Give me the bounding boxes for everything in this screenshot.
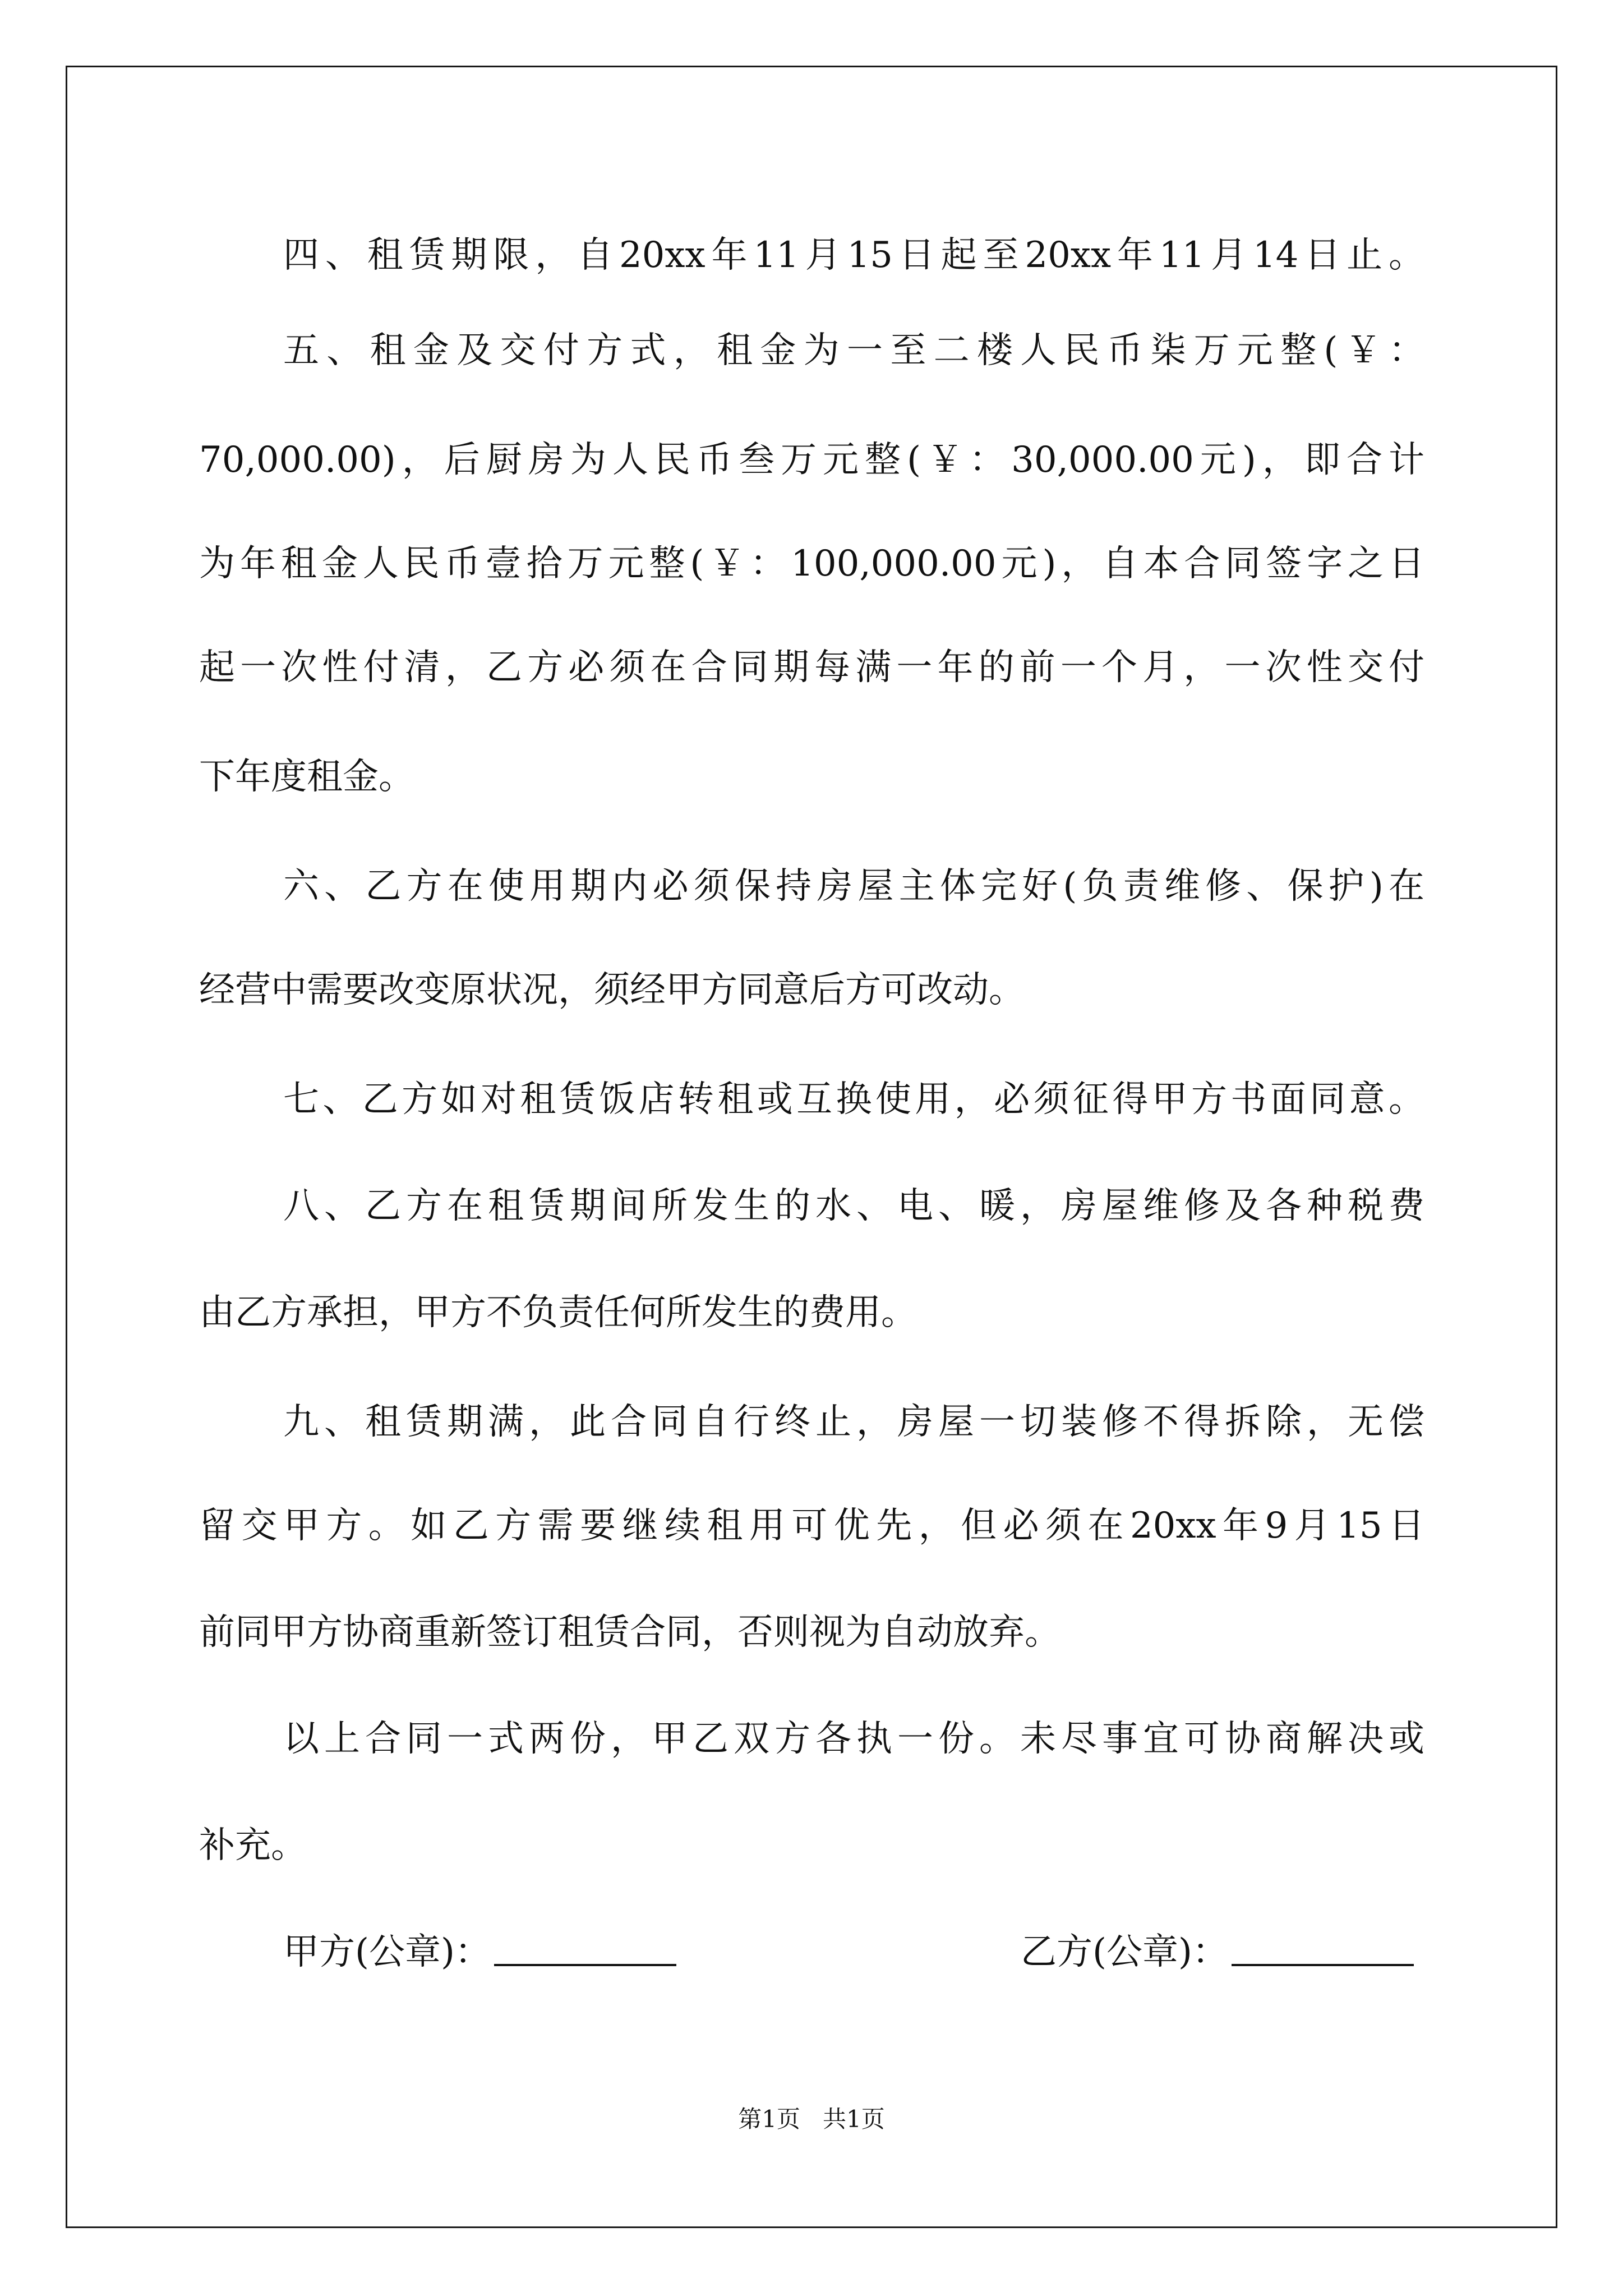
party-a-signature-line[interactable] bbox=[494, 1927, 676, 1966]
party-a-label: 甲方(公章)： bbox=[283, 1931, 491, 1973]
party-b-signature-line[interactable] bbox=[1232, 1927, 1414, 1966]
closing-line-1: 以上合同一式两份，甲乙双方各执一份。未尽事宜可协商解决或 bbox=[283, 1718, 1424, 1760]
page-frame bbox=[66, 66, 1557, 2228]
clause-8-line-1: 八、乙方在租赁期间所发生的水、电、暖，房屋维修及各种税费 bbox=[283, 1185, 1424, 1227]
clause-5-line-5: 下年度租金。 bbox=[199, 756, 414, 798]
clause-9-line-1: 九、租赁期满，此合同自行终止，房屋一切装修不得拆除，无偿 bbox=[283, 1401, 1424, 1443]
clause-5-line-2: 70,000.00)，后厨房为人民币叁万元整(￥：30,000.00元)，即合计 bbox=[199, 439, 1424, 481]
clause-4-line-1: 四、租赁期限，自20xx年11月15日起至20xx年11月14日止。 bbox=[283, 234, 1424, 276]
clause-6-line-1: 六、乙方在使用期内必须保持房屋主体完好(负责维修、保护)在 bbox=[283, 866, 1424, 907]
clause-6-line-2: 经营中需要改变原状况，须经甲方同意后方可改动。 bbox=[199, 969, 1025, 1011]
clause-9-line-2: 留交甲方。如乙方需要继续租用可优先，但必须在20xx年9月15日 bbox=[199, 1505, 1424, 1547]
clause-5-line-3: 为年租金人民币壹拾万元整(￥：100,000.00元)，自本合同签字之日 bbox=[199, 543, 1424, 585]
signature-block bbox=[283, 1927, 1424, 1977]
clause-8-line-2: 由乙方承担，甲方不负责任何所发生的费用。 bbox=[199, 1292, 917, 1333]
clause-7-line-1: 七、乙方如对租赁饭店转租或互换使用，必须征得甲方书面同意。 bbox=[283, 1079, 1424, 1120]
clause-5-line-4: 起一次性付清，乙方必须在合同期每满一年的前一个月，一次性交付 bbox=[199, 647, 1424, 688]
party-a-signature bbox=[283, 1927, 676, 1977]
party-b-label: 乙方(公章)： bbox=[1021, 1931, 1228, 1973]
clause-5-line-1: 五、租金及交付方式，租金为一至二楼人民币柒万元整(￥： bbox=[283, 330, 1424, 371]
page-footer: 第1页 共1页 bbox=[738, 2105, 885, 2133]
party-b-signature bbox=[1021, 1927, 1414, 1977]
closing-line-2: 补充。 bbox=[199, 1825, 307, 1866]
clause-9-line-3: 前同甲方协商重新签订租赁合同，否则视为自动放弃。 bbox=[199, 1612, 1061, 1653]
